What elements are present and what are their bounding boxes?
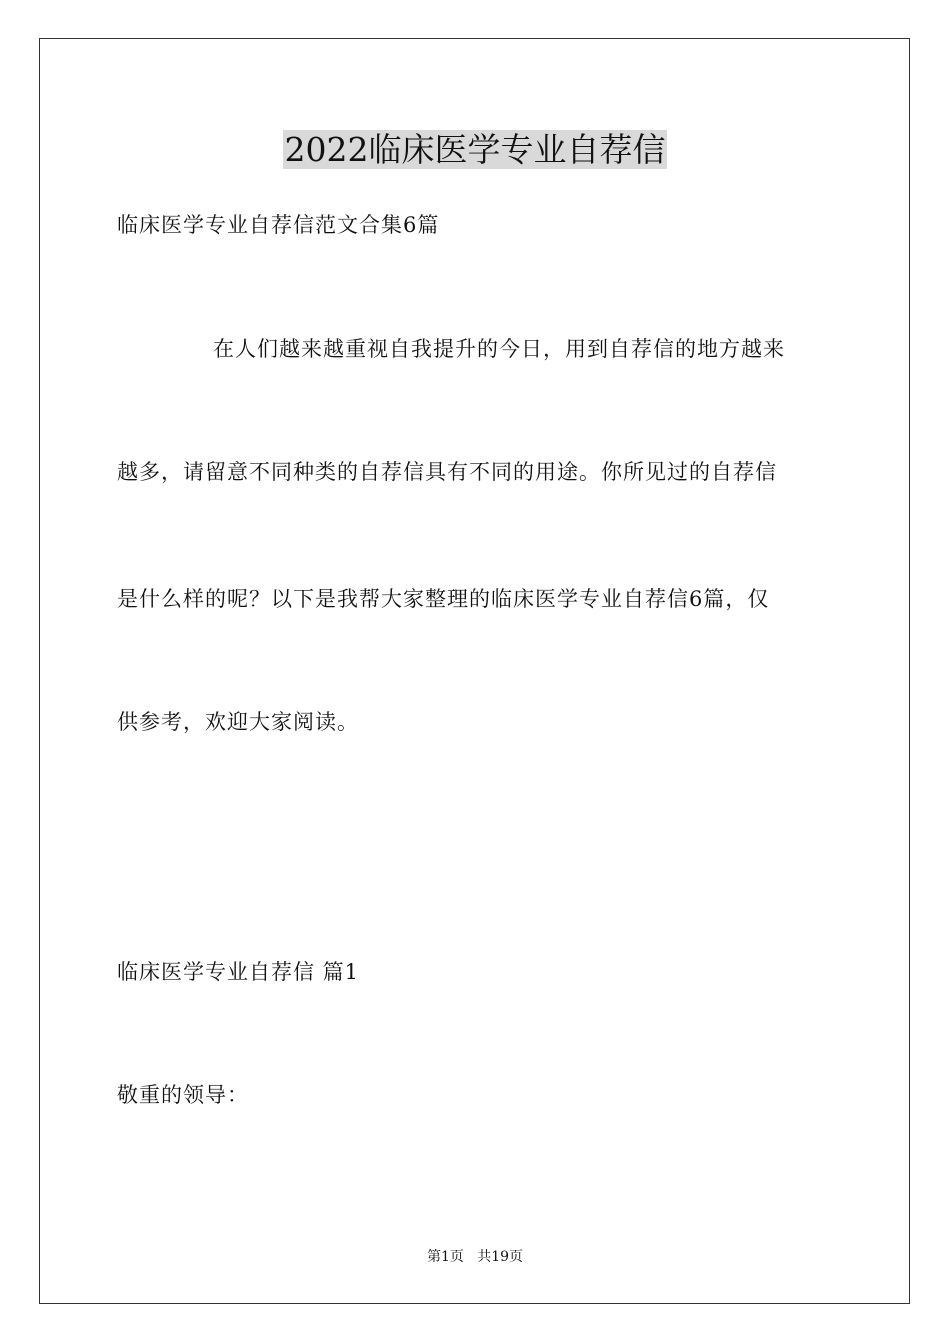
intro-line: 越多，请留意不同种类的自荐信具有不同的用途。你所见过的自荐信: [117, 460, 777, 484]
section-heading: 临床医学专业自荐信 篇1: [117, 960, 360, 984]
intro-line: 在人们越来越重视自我提升的今日，用到自荐信的地方越来: [213, 337, 785, 361]
salutation: 敬重的领导：: [117, 1083, 249, 1107]
page-footer: [0, 1247, 950, 1267]
document-title: [0, 128, 950, 172]
document-title-text: 2022临床医学专业自荐信: [284, 130, 666, 169]
intro-line: 供参考，欢迎大家阅读。: [117, 710, 359, 734]
intro-line: 是什么样的呢？以下是我帮大家整理的临床医学专业自荐信6篇，仅: [117, 587, 770, 611]
document-subtitle: 临床医学专业自荐信范文合集6篇: [117, 213, 440, 237]
page-number-indicator: 第1页 共19页: [426, 1249, 524, 1265]
